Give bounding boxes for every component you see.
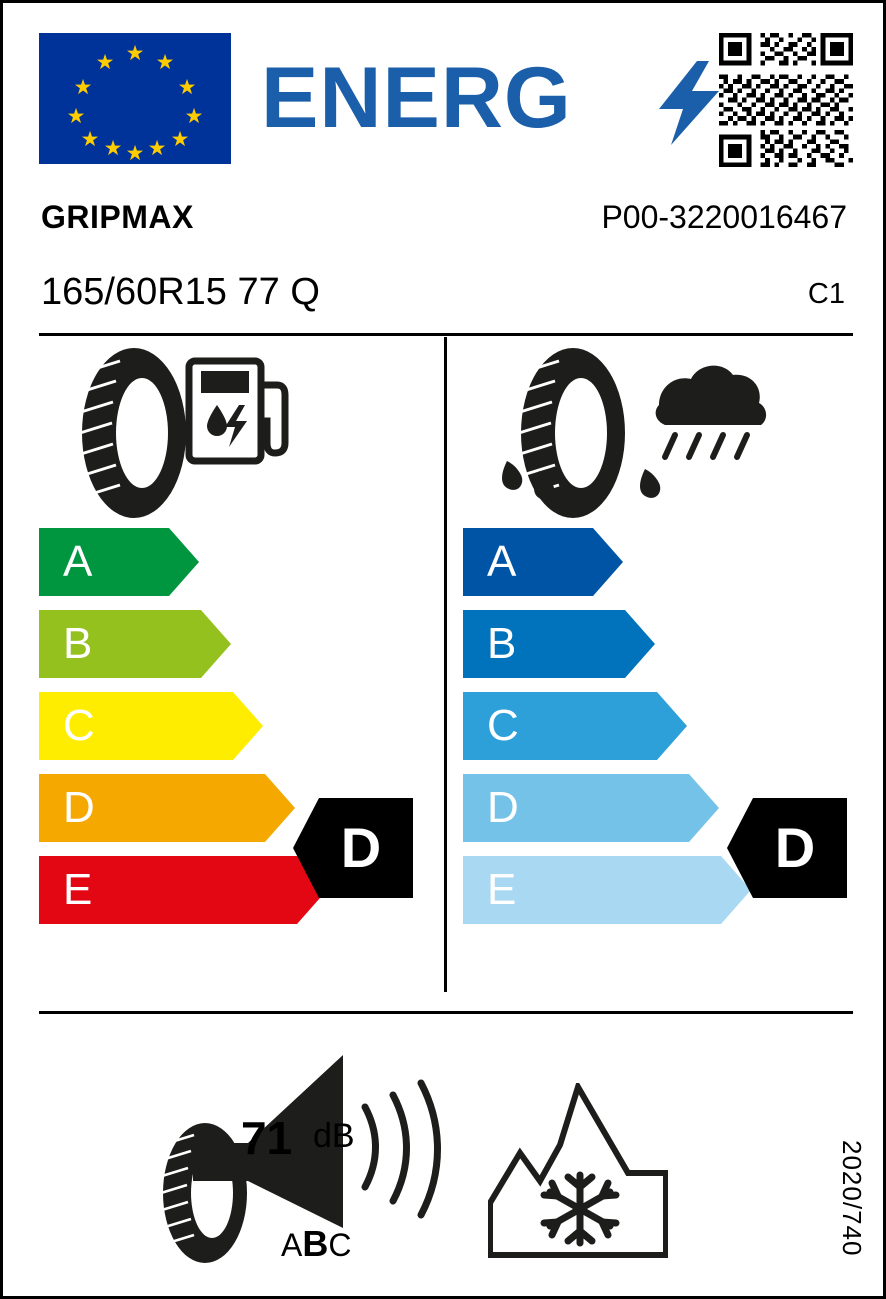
- qr-code-icon: [719, 33, 853, 167]
- noise-class-b-selected: B: [302, 1223, 329, 1264]
- fuel-efficiency-result: [293, 798, 413, 898]
- label-header: [39, 33, 853, 173]
- lightning-bolt-icon: [659, 61, 719, 145]
- noise-value: 71: [241, 1112, 293, 1164]
- noise-class-scale: [281, 1223, 351, 1265]
- wet-grade-letter: E: [487, 865, 517, 914]
- tyre-fuel-pump-icon: [39, 343, 439, 528]
- fuel-grade-letter: B: [63, 619, 93, 668]
- divider-vertical: [444, 337, 447, 992]
- wet-result-letter: D: [774, 816, 816, 879]
- tyre-class: C1: [807, 278, 845, 310]
- grade-row: [463, 692, 863, 760]
- fuel-grade-letter: C: [63, 701, 95, 750]
- grade-row: [463, 610, 863, 678]
- wet-grip-result: [727, 798, 847, 898]
- wet-grade-letter: C: [487, 701, 519, 750]
- wet-grade-letter: A: [487, 537, 517, 586]
- grade-row: [39, 692, 439, 760]
- noise-unit: dB: [313, 1117, 355, 1155]
- fuel-grade-letter: E: [63, 865, 93, 914]
- regulation-reference: 2020/740: [837, 1139, 867, 1256]
- grade-row: [39, 610, 439, 678]
- brand-name: GRIPMAX: [41, 199, 194, 235]
- wet-grade-letter: D: [487, 783, 519, 832]
- fuel-result-letter: D: [340, 816, 382, 879]
- three-peak-mountain-snowflake-icon: [488, 1083, 668, 1258]
- divider-top: [39, 333, 853, 336]
- part-code: P00-3220016467: [601, 199, 847, 235]
- fuel-grade-letter: D: [63, 783, 95, 832]
- noise-class-c: C: [328, 1227, 352, 1263]
- grade-row: [39, 528, 439, 596]
- wet-grade-letter: B: [487, 619, 517, 668]
- grade-row: [463, 528, 863, 596]
- eu-flag-icon: ★ ★ ★ ★ ★ ★ ★ ★ ★ ★ ★ ★: [39, 33, 231, 164]
- fuel-grade-letter: A: [63, 537, 93, 586]
- noise-section: [153, 1033, 483, 1273]
- tyre-size: 165/60R15 77 Q: [41, 271, 320, 313]
- energy-wordmark: ENERG: [261, 50, 572, 146]
- tyre-rain-cloud-icon: [463, 343, 863, 528]
- divider-middle: [39, 1011, 853, 1014]
- noise-class-a: A: [281, 1227, 303, 1263]
